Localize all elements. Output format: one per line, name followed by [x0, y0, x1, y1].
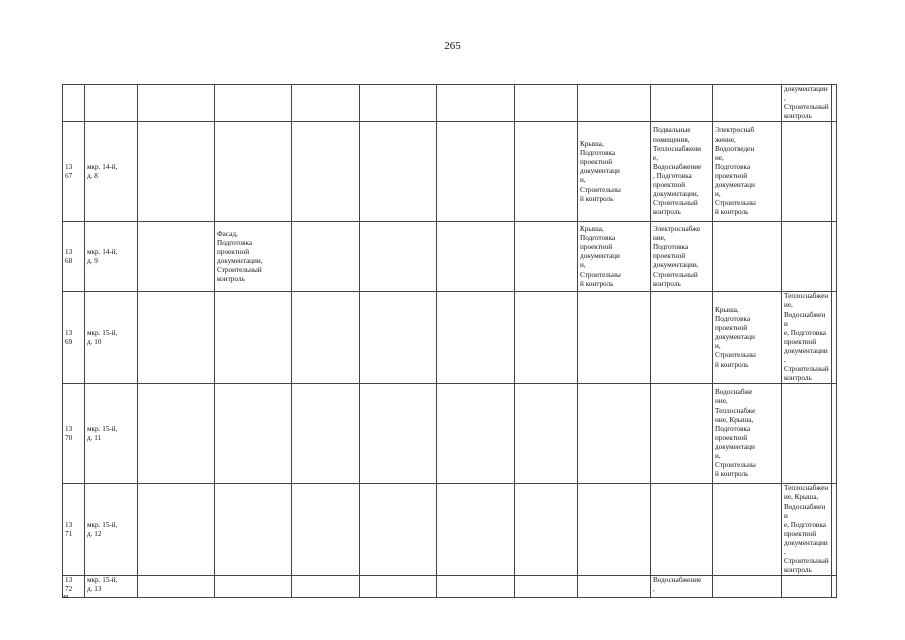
- work-cell: [215, 384, 292, 484]
- work-cell: [782, 292, 832, 384]
- table-row: [63, 292, 837, 384]
- work-cell: [651, 292, 713, 384]
- work-cell: [138, 384, 215, 484]
- page-number: 265: [444, 40, 461, 52]
- table-row: [63, 484, 837, 576]
- work-cell: [360, 484, 437, 576]
- work-cell: [651, 85, 713, 122]
- work-cell: [713, 484, 782, 576]
- work-cell: [832, 484, 837, 576]
- work-cell: [215, 222, 292, 292]
- work-cell: [138, 85, 215, 122]
- row-number-cell: [63, 222, 85, 292]
- work-cell: [138, 576, 215, 598]
- work-cell: [360, 384, 437, 484]
- work-cell: [515, 85, 578, 122]
- row-number-cell: [63, 85, 85, 122]
- row-number-cell-text: 13 68: [65, 247, 73, 265]
- work-cell: [138, 222, 215, 292]
- work-cell: [651, 576, 713, 598]
- work-cell: [651, 122, 713, 222]
- work-cell: [138, 484, 215, 576]
- address-cell: [85, 85, 138, 122]
- row-number-cell-text: 13 71: [65, 520, 73, 538]
- work-cell: [578, 484, 651, 576]
- work-cell: [713, 384, 782, 484]
- work-cell: [578, 222, 651, 292]
- work-cell: [578, 292, 651, 384]
- work-cell-text: Электроснабже ние, Подготовка проектной документации, Строительный контроль: [653, 225, 701, 288]
- work-cell: [515, 384, 578, 484]
- work-cell: [832, 576, 837, 598]
- work-cell: [713, 122, 782, 222]
- work-cell: [437, 484, 515, 576]
- work-cell: [832, 85, 837, 122]
- work-cell-text: Водоснабже ние, Теплоснабже ние, Крыша, Подготовка проектной документаци и, Строительны й контроль: [715, 388, 756, 479]
- row-number-cell-text: 13 70: [65, 424, 73, 442]
- work-cell: [215, 576, 292, 598]
- work-cell: [292, 484, 360, 576]
- row-number-cell: [63, 292, 85, 384]
- work-cell: [515, 576, 578, 598]
- capital-repair-table: [62, 84, 837, 598]
- work-cell: [515, 222, 578, 292]
- work-cell-text: Крыша, Подготовка проектной документаци и, Строительны й контроль: [715, 306, 756, 369]
- work-cell-text: Подвальные помещения, Теплоснабжени е, Водоснабжение , Подготовка проектной документации, Строительный контроль: [653, 126, 702, 217]
- address-cell-text: мкр. 15-й, д. 12: [87, 520, 118, 538]
- work-cell: [713, 222, 782, 292]
- row-number-cell-text: 13 72: [65, 576, 73, 594]
- work-cell-text: документации, Строительный контроль: [784, 85, 829, 121]
- work-cell: [292, 292, 360, 384]
- work-cell: [832, 384, 837, 484]
- work-cell: [437, 85, 515, 122]
- address-cell: [85, 384, 138, 484]
- work-cell: [138, 292, 215, 384]
- work-cell: [292, 576, 360, 598]
- address-cell: [85, 576, 138, 598]
- work-cell: [292, 384, 360, 484]
- work-cell: [578, 384, 651, 484]
- work-cell: [138, 122, 215, 222]
- work-cell: [437, 292, 515, 384]
- work-cell-text: Водоснабжение ,: [653, 576, 702, 594]
- table-row: [63, 122, 837, 222]
- work-cell: [651, 222, 713, 292]
- work-cell: [782, 85, 832, 122]
- work-cell: [651, 484, 713, 576]
- work-cell: [437, 384, 515, 484]
- table-row: [63, 222, 837, 292]
- footer-mark: ии: [62, 594, 69, 600]
- work-cell: [578, 85, 651, 122]
- address-cell-text: мкр. 15-й, д. 10: [87, 328, 118, 346]
- work-cell: [515, 484, 578, 576]
- work-cell: [437, 122, 515, 222]
- work-cell: [360, 222, 437, 292]
- work-cell: [215, 484, 292, 576]
- row-number-cell: [63, 122, 85, 222]
- work-cell: [713, 292, 782, 384]
- work-cell: [292, 85, 360, 122]
- work-cell: [832, 292, 837, 384]
- work-cell: [782, 122, 832, 222]
- work-cell-text: Фасад, Подготовка проектной документации, Строительный контроль: [217, 229, 263, 284]
- address-cell: [85, 222, 138, 292]
- work-cell-text: Электроснаб жение, Водоотведен ие, Подготовка проектной документаци и, Строительны й контроль: [715, 126, 756, 217]
- row-number-cell-text: 13 69: [65, 328, 73, 346]
- work-cell: [515, 292, 578, 384]
- work-cell: [782, 222, 832, 292]
- work-cell: [215, 292, 292, 384]
- work-cell: [782, 484, 832, 576]
- table-body: [63, 85, 837, 598]
- address-cell: [85, 484, 138, 576]
- work-cell-text: Крыша, Подготовка проектной документаци и, Строительны й контроль: [580, 225, 621, 288]
- row-number-cell-text: 13 67: [65, 162, 73, 180]
- work-cell-text: Теплоснабжен ие, Крыша, Водоснабжени е, Подготовка проектной документации, Строительный контроль: [784, 484, 829, 575]
- work-cell: [832, 222, 837, 292]
- work-cell: [515, 122, 578, 222]
- work-cell-text: Крыша, Подготовка проектной документаци и, Строительны й контроль: [580, 140, 621, 203]
- work-cell: [782, 576, 832, 598]
- work-cell: [360, 292, 437, 384]
- work-cell: [215, 122, 292, 222]
- work-cell: [215, 85, 292, 122]
- work-cell: [437, 576, 515, 598]
- address-cell-text: мкр. 15-й, д. 11: [87, 424, 118, 442]
- address-cell-text: мкр. 14-й, д. 9: [87, 247, 118, 265]
- work-cell: [292, 122, 360, 222]
- work-cell: [782, 384, 832, 484]
- work-cell: [713, 85, 782, 122]
- table-row: [63, 384, 837, 484]
- work-cell: [360, 122, 437, 222]
- row-number-cell: [63, 384, 85, 484]
- work-cell-text: Теплоснабжен ие, Водоснабжени е, Подготовка проектной документации, Строительный контроль: [784, 292, 829, 383]
- row-number-cell: [63, 484, 85, 576]
- table-row: [63, 85, 837, 122]
- work-cell: [578, 122, 651, 222]
- work-cell: [360, 576, 437, 598]
- work-cell: [292, 222, 360, 292]
- address-cell-text: мкр. 15-й, д. 13: [87, 576, 118, 594]
- work-cell: [437, 222, 515, 292]
- table-row: [63, 576, 837, 598]
- work-cell: [651, 384, 713, 484]
- work-cell: [713, 576, 782, 598]
- work-cell: [360, 85, 437, 122]
- work-cell: [578, 576, 651, 598]
- address-cell-text: мкр. 14-й, д. 8: [87, 162, 118, 180]
- address-cell: [85, 122, 138, 222]
- work-cell: [832, 122, 837, 222]
- address-cell: [85, 292, 138, 384]
